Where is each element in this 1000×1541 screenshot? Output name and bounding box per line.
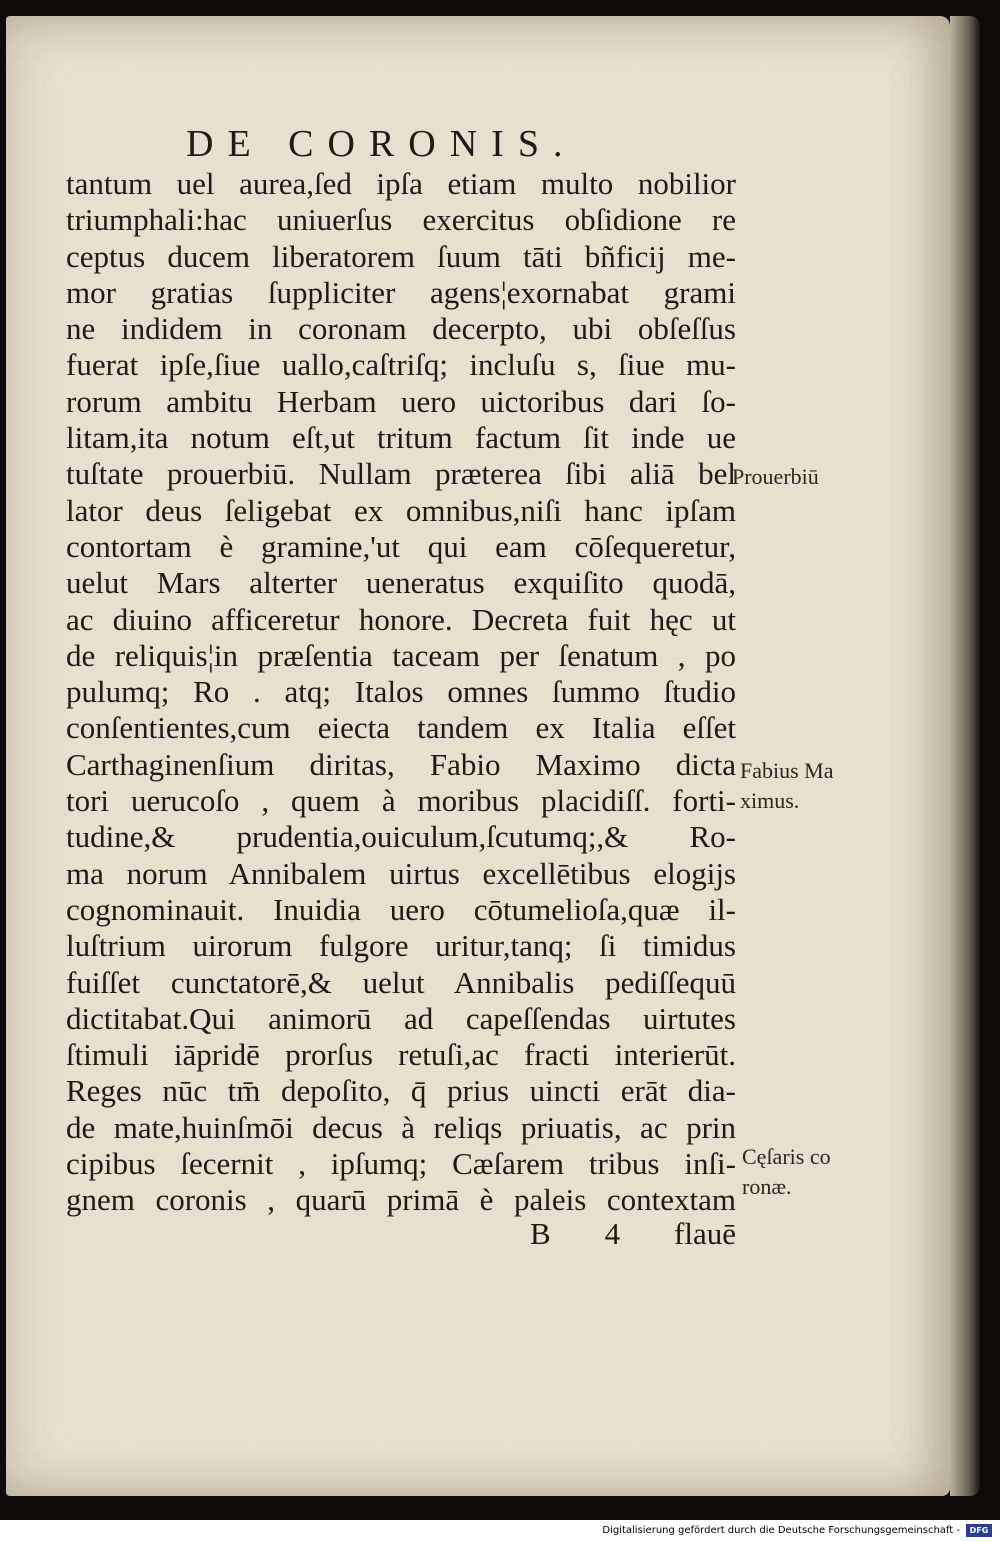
text-line: ac diuino afficeretur honore. Decreta fuit hęc ut	[66, 601, 736, 637]
leaf-number: 4	[604, 1216, 621, 1251]
text-line: de reliquis¦in præſentia taceam per ſenatum , po	[66, 637, 736, 673]
text-line: ma norum Annibalem uirtus excellētibus elogijs	[66, 855, 736, 891]
margin-note-line: ronæ.	[742, 1174, 792, 1199]
digitization-credit: Digitalisierung gefördert durch die Deutsche Forschungsgemeinschaft -	[602, 1525, 960, 1536]
text-line: Carthaginenſium diritas, Fabio Maximo dicta	[66, 746, 736, 782]
text-line: litam,ita notum eſt,ut tritum factum ſit inde ue	[66, 420, 736, 456]
text-line: conſentientes,cum eiecta tandem ex Italia eſſet	[66, 710, 736, 746]
catchword: flauē	[674, 1216, 736, 1251]
text-line: tuſtate prouerbiū. Nullam præterea ſibi aliā bel	[66, 456, 736, 492]
dfg-logo-icon: DFG	[966, 1524, 992, 1537]
text-line: uelut Mars alterter ueneratus exquiſito quodā,	[66, 565, 736, 601]
text-line: gnem coronis , quarū primā è paleis contextam	[66, 1182, 736, 1218]
text-line: ceptus ducem liberatorem ſuum tāti bñficij me-	[66, 238, 736, 274]
text-line: tori uerucoſo , quem à moribus placidiſſ. forti-	[66, 783, 736, 819]
text-line: lator deus ſeligebat ex omnibus,niſi hanc ipſam	[66, 492, 736, 528]
margin-note-caesaris	[742, 1142, 831, 1202]
signature-mark: B	[530, 1216, 551, 1251]
text-line: fuerat ipſe,ſiue uallo,caſtriſq; incluſu s, ſiue mu-	[66, 347, 736, 383]
text-line: tudine,& prudentia,ouiculum,ſcutumq;,& Ro-	[66, 819, 736, 855]
text-line: rorum ambitu Herbam uero uictoribus dari ſo-	[66, 383, 736, 419]
text-line: ſtimuli iāpridē prorſus retuſi,ac fracti interierūt.	[66, 1037, 736, 1073]
margin-note-line: Fabius Ma	[740, 758, 834, 783]
margin-note-fabius	[740, 756, 834, 816]
margin-note-line: Prouerbiū	[732, 464, 819, 489]
text-line: contortam è gramine,'ut qui eam cōſequeretur,	[66, 528, 736, 564]
text-line: mor gratias ſuppliciter agens¦exornabat grami	[66, 274, 736, 310]
text-line: fuiſſet cunctatorē,& uelut Annibalis pediſſequū	[66, 964, 736, 1000]
margin-note-line: Cęſaris co	[742, 1144, 831, 1169]
body-text	[66, 166, 736, 1219]
page-footer	[530, 1216, 736, 1252]
page-edge	[950, 16, 980, 1496]
text-line: luſtrium uirorum fulgore uritur,tanq; ſi timidus	[66, 928, 736, 964]
text-line: cognominauit. Inuidia uero cōtumelioſa,quæ il-	[66, 891, 736, 927]
text-line: Reges nūc tm̄ depoſito, q̄ prius uincti erāt dia-	[66, 1073, 736, 1109]
text-line: de mate,huinſmōi decus à reliqs priuatis, ac prin	[66, 1109, 736, 1145]
text-line: triumphali:hac uniuerſus exercitus obſidione re	[66, 202, 736, 238]
margin-note-prouerbium	[732, 462, 819, 492]
text-line: pulumq; Ro . atq; Italos omnes ſummo ſtudio	[66, 674, 736, 710]
text-line: dictitabat.Qui animorū ad capeſſendas uirtutes	[66, 1000, 736, 1036]
text-line: cipibus ſecernit , ipſumq; Cæſarem tribus inſi-	[66, 1146, 736, 1182]
text-line: ne indidem in coronam decerpto, ubi obſeſſus	[66, 311, 736, 347]
text-line: tantum uel aurea,ſed ipſa etiam multo nobilior	[66, 166, 736, 201]
page-header: DE CORONIS.	[186, 123, 577, 165]
margin-note-line: ximus.	[740, 788, 800, 813]
